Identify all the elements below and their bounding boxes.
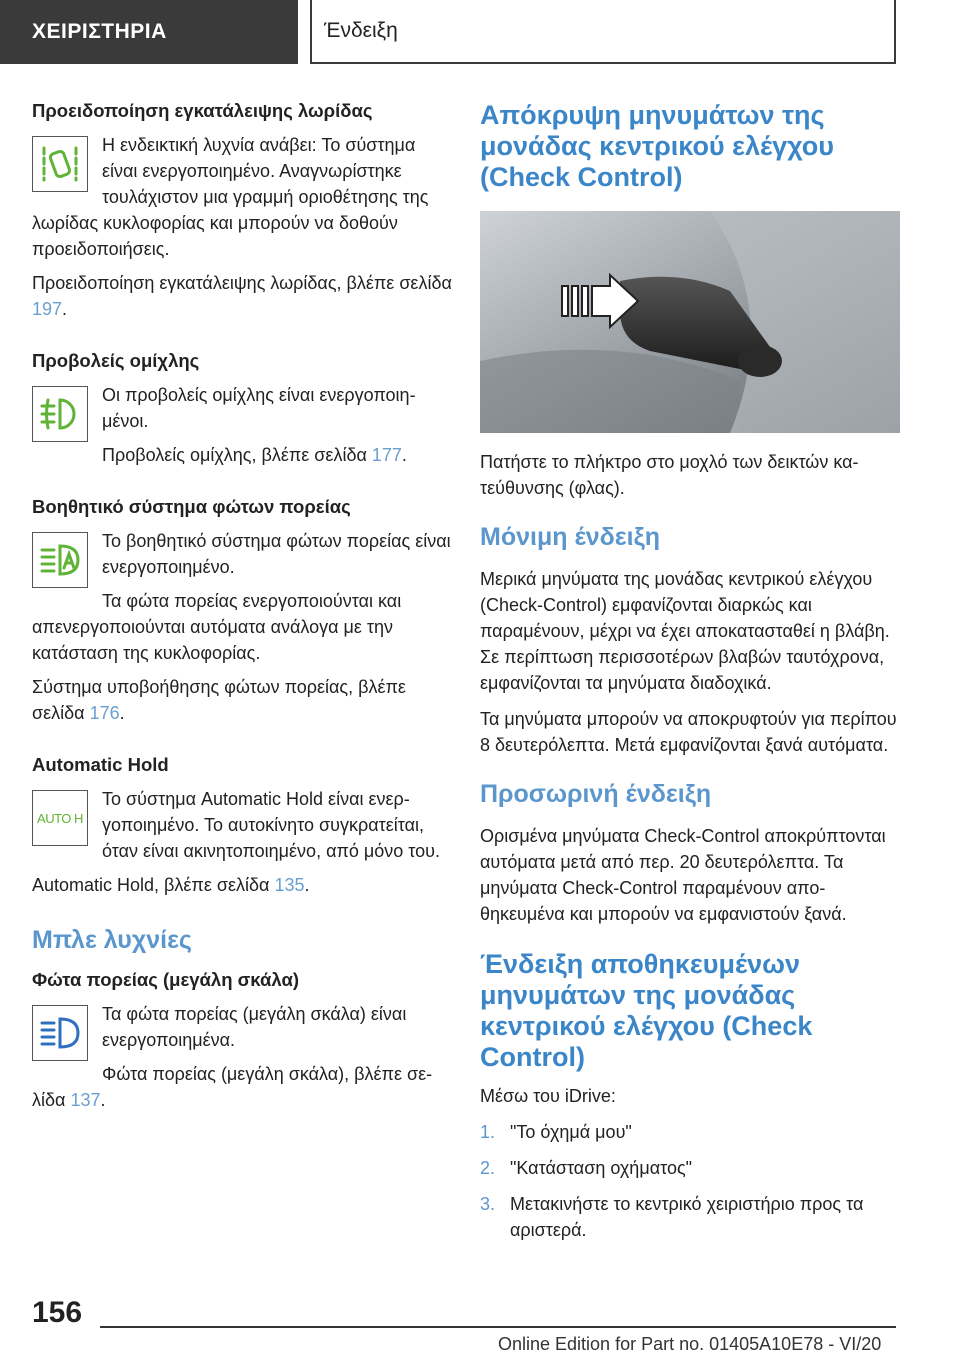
hide-messages-heading: Απόκρυψη μηνυμάτων της μονάδας κεντρικού ελέγχου (Check Control) — [480, 100, 834, 192]
fog-light-ref: Προβολείς ομίχλης, βλέπε σελίδα 177. — [102, 445, 407, 465]
footer-divider — [100, 1326, 896, 1328]
high-beam-assist-text: Το βοηθητικό σύστημα φώτων πορείας είναι ενεργοποιημένο. — [102, 531, 451, 577]
stored-messages-heading: Ένδειξη αποθηκευμένων μηνυμάτων της μονάδας κεντρικού ελέγχου (Check Control) — [480, 949, 813, 1072]
permanent-display-text: Μερικά μηνύματα της μονάδας κεντρικού ελέγχου (Check-Control) εμφανίζονται διαρκώς και παραμένουν, μέχρι να έχει αποκατασταθεί η βλάβη. Σε περίπτωση περισσοτέρων βλαβών ταυτόχρονα, εμφανίζονται τα μηνύματα διαδοχικά. — [480, 569, 890, 693]
high-beam-icon — [32, 1005, 88, 1061]
page-link-177[interactable]: 177 — [371, 445, 402, 465]
fog-light-icon — [32, 386, 88, 442]
fog-light-entry — [32, 350, 452, 468]
steps-list — [480, 1119, 900, 1243]
left-column — [32, 100, 452, 1141]
footer-edition: Online Edition for Part no. 01405A10E78 - VI/20 — [498, 1334, 882, 1354]
idrive-intro: Μέσω του iDrive: — [480, 1086, 616, 1106]
permanent-display-heading: Μόνιμη ένδειξη — [480, 523, 661, 551]
auto-hold-entry — [32, 754, 452, 898]
high-beam-assist-entry — [32, 496, 452, 726]
high-beam-entry — [32, 969, 452, 1113]
chapter-tab: ΧΕΙΡΙΣΤΗΡΙΑ — [0, 0, 298, 64]
page-header — [0, 0, 960, 66]
high-beam-assist-text2: Τα φώτα πορείας ενεργοποιούνται και απενεργοποιούνται αυτόματα ανάλογα με την κατάσταση της κυκλοφορίας. — [32, 591, 402, 663]
page-link-197[interactable]: 197 — [32, 299, 63, 319]
auto-hold-icon-label: AUTO H — [37, 810, 83, 826]
high-beam-ref: Φώτα πορείας (μεγάλη σκάλα), βλέπε σελίδα 137. — [32, 1064, 433, 1110]
lane-departure-text: Η ενδεικτική λυχνία ανάβει: Το σύστημα είναι ενεργοποιημένο. Αναγνωρίστηκε τουλάχιστον μια γραμμή οριοθέτησης της λωρίδας κυκλοφορίας και μπορούν να δοθούν προειδοποιήσεις. — [32, 135, 429, 259]
blue-lights-heading: Μπλε λυχνίες — [32, 926, 192, 954]
page-link-135[interactable]: 135 — [274, 875, 305, 895]
temporary-display-heading: Προσωρινή ένδειξη — [480, 780, 712, 808]
lane-departure-icon — [32, 136, 88, 192]
fog-light-text: Οι προβολείς ομίχλης είναι ενεργοποιημένοι. — [102, 385, 416, 431]
lane-departure-ref: Προειδοποίηση εγκατάλειψης λωρίδας, βλέπε σελίδα 197. — [32, 273, 452, 319]
photo-caption: Πατήστε το πλήκτρο στο μοχλό των δεικτών κατεύθυνσης (φλας). — [480, 452, 859, 498]
fog-light-title: Προβολείς ομίχλης — [32, 350, 200, 371]
section-tab: Ένδειξη — [310, 0, 896, 64]
auto-hold-title: Automatic Hold — [32, 754, 169, 775]
high-beam-title: Φώτα πορείας (μεγάλη σκάλα) — [32, 969, 299, 990]
list-item: 3. Μετακινήστε το κεντρικό χειριστήριο προς τα αριστερά. — [480, 1194, 864, 1240]
page-number: 156 — [32, 1296, 83, 1329]
right-column — [480, 100, 900, 1253]
auto-hold-icon — [32, 790, 88, 846]
high-beam-assist-icon — [32, 532, 88, 588]
high-beam-assist-ref: Σύστημα υποβοήθησης φώτων πορείας, βλέπε σελίδα 176. — [32, 677, 406, 723]
high-beam-text: Τα φώτα πορείας (μεγάλη σκάλα) είναι ενεργοποιημένα. — [102, 1004, 407, 1050]
temporary-display-text: Ορισμένα μηνύματα Check-Control αποκρύπτονται αυτόματα μετά από περ. 20 δευτερόλεπτα. Τα μηνύματα Check-Control παραμένουν αποθηκευμένα και μπορούν να εμφανιστούν ξανά. — [480, 826, 886, 924]
lane-departure-title: Προειδοποίηση εγκατάλειψης λωρίδας — [32, 100, 373, 121]
list-item: 1. "Το όχημά μου" — [480, 1122, 632, 1142]
list-item: 2. "Κατάσταση οχήματος" — [480, 1158, 693, 1178]
permanent-display-text2: Τα μηνύματα μπορούν να αποκρυφτούν για περίπου 8 δευτερόλεπτα. Μετά εμφανίζονται ξανά αυτόματα. — [480, 709, 897, 755]
turn-signal-lever-photo — [480, 211, 900, 433]
auto-hold-text: Το σύστημα Automatic Hold είναι ενεργοποιημένο. Το αυτοκίνητο συγκρατείται, όταν είναι ακινητοποιημένο, από μόνο του. — [102, 789, 441, 861]
high-beam-assist-title: Βοηθητικό σύστημα φώτων πορείας — [32, 496, 351, 517]
lane-departure-entry — [32, 100, 452, 322]
auto-hold-ref: Automatic Hold, βλέπε σελίδα 135. — [32, 875, 310, 895]
page-link-137[interactable]: 137 — [70, 1090, 101, 1110]
page-link-176[interactable]: 176 — [89, 703, 120, 723]
